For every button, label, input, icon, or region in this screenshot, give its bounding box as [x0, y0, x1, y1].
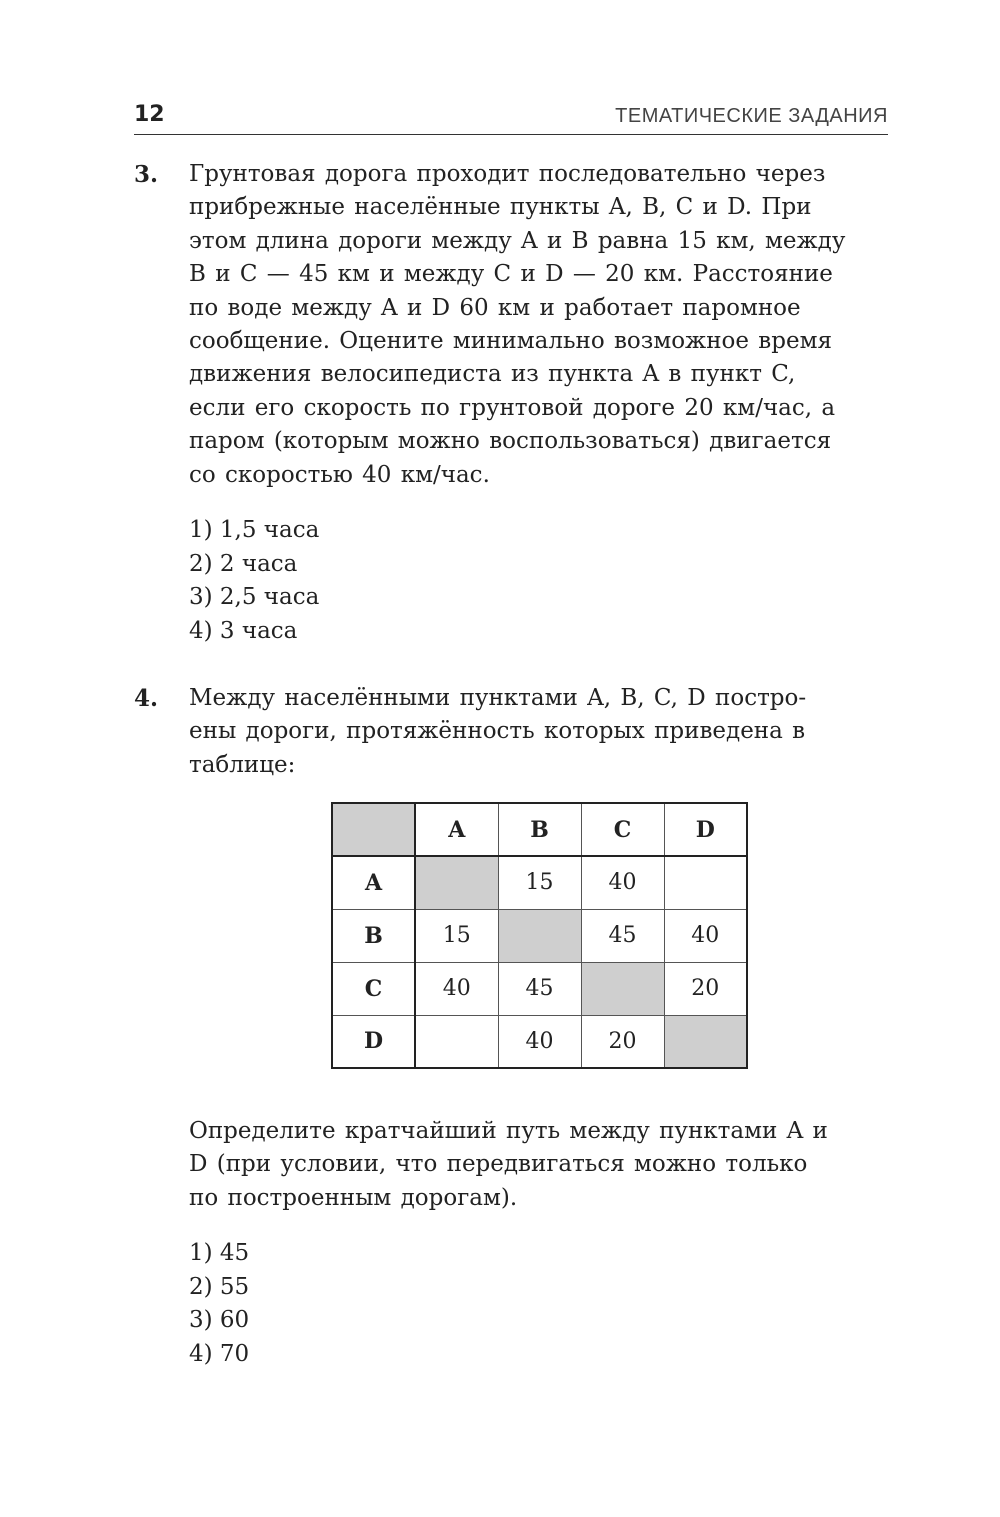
table-cell [415, 1015, 498, 1068]
text-line: B и C — 45 км и между C и D — 20 км. Расстояние [189, 261, 833, 288]
text-line: Определите кратчайший путь между пунктами A и [189, 1118, 828, 1144]
text-line: таблице: [189, 751, 296, 778]
task-3 [134, 158, 888, 648]
table-header-cell: D [664, 803, 747, 856]
table-cell [664, 856, 747, 909]
table-cell: 45 [581, 909, 664, 962]
task-4-question-text [189, 1115, 888, 1215]
task-4-question [134, 1115, 888, 1372]
text-line: со скоростью 40 км/час. [189, 461, 490, 488]
table-cell: 15 [498, 856, 581, 909]
answer-option: 3) 60 [189, 1307, 250, 1334]
table-corner-cell [332, 803, 415, 856]
answer-option: 1) 45 [189, 1240, 250, 1267]
table-row [332, 856, 747, 909]
table-row [332, 962, 747, 1015]
table-header-cell: B [498, 803, 581, 856]
answer-option: 3) 2,5 часа [189, 584, 320, 611]
table-cell: 40 [498, 1015, 581, 1068]
text-line: движения велосипедиста из пункта A в пункт C, [189, 361, 796, 388]
table-cell: 20 [664, 962, 747, 1015]
text-line: по построенным дорогам). [189, 1184, 518, 1211]
table-header-row [332, 803, 747, 856]
table-cell [581, 962, 664, 1015]
table-cell: 15 [415, 909, 498, 962]
table-cell: 40 [415, 962, 498, 1015]
table-cell [664, 1015, 747, 1068]
task-4 [134, 682, 888, 782]
answer-option: 4) 70 [189, 1341, 250, 1367]
answer-option: 4) 3 часа [189, 617, 298, 644]
text-line: D (при условии, что передвигаться можно только [189, 1151, 808, 1178]
table-cell: 40 [581, 856, 664, 909]
text-line: если его скорость по грунтовой дороге 20 км/час, а [189, 394, 836, 421]
answer-option: 2) 55 [189, 1273, 250, 1300]
text-line: прибрежные населённые пункты A, B, C и D. При [189, 194, 812, 221]
row-header-cell: C [332, 962, 415, 1015]
table-cell: 45 [498, 962, 581, 1015]
table-header-cell: A [415, 803, 498, 856]
task-4-intro [189, 682, 888, 782]
page-number: 12 [134, 102, 165, 127]
page-header [134, 100, 888, 135]
row-header-cell: D [332, 1015, 415, 1068]
table-header-cell: C [581, 803, 664, 856]
running-head: ТЕМАТИЧЕСКИЕ ЗАДАНИЯ [615, 105, 888, 127]
task-4-options [189, 1237, 888, 1371]
task-3-options [189, 514, 888, 648]
row-header-cell: A [332, 856, 415, 909]
text-line: паром (которым можно воспользоваться) двигается [189, 428, 832, 455]
text-line: этом длина дороги между A и B равна 15 км, между [189, 227, 846, 254]
text-line: Грунтовая дорога проходит последовательно через [189, 161, 826, 187]
row-header-cell: B [332, 909, 415, 962]
text-line: сообщение. Оцените минимально возможное время [189, 328, 832, 355]
answer-option: 1) 1,5 часа [189, 517, 320, 544]
table-cell: 40 [664, 909, 747, 962]
table-row [332, 1015, 747, 1068]
table-cell: 20 [581, 1015, 664, 1068]
task-number: 3. [134, 161, 159, 188]
answer-option: 2) 2 часа [189, 550, 298, 577]
table-row [332, 909, 747, 962]
task-3-text [189, 158, 888, 492]
distance-table [331, 802, 748, 1069]
task-number: 4. [134, 685, 159, 712]
text-line: Между населёнными пунктами A, B, C, D постро- [189, 685, 807, 711]
text-line: ены дороги, протяжённость которых приведена в [189, 718, 806, 745]
table-cell [498, 909, 581, 962]
table-cell [415, 856, 498, 909]
text-line: по воде между A и D 60 км и работает паромное [189, 294, 801, 321]
